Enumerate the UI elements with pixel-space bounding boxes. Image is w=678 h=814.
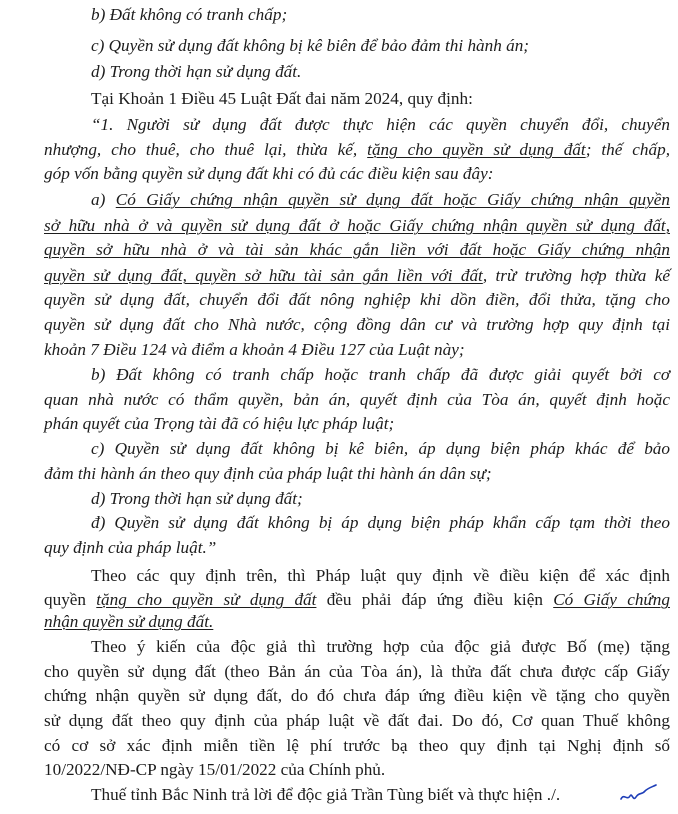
clause-b-line-3: phán quyết của Trọng tài đã có hiệu lực pháp luật; — [44, 414, 395, 433]
clause-a-line-6: quyền sử dụng đất cho Nhà nước, cộng đồng dân cư và trường hợp quy định tại — [44, 315, 670, 334]
closing-line: Thuế tỉnh Bắc Ninh trả lời để độc giả Trần Tùng biết và thực hiện ./. — [91, 785, 561, 804]
underlined-certificate-1: Có Giấy chứng nhận quyền sử dụng đất hoặc Giấy chứng nhận quyền — [115, 190, 670, 209]
opinion-line-1: Theo ý kiến của độc giả thì trường hợp của độc giả được Bố (mẹ) tặng — [91, 637, 670, 656]
clause-b-line-1: b) Đất không có tranh chấp hoặc tranh chấp đã được giải quyết bởi cơ — [91, 365, 670, 384]
conclusion-line-3: nhận quyền sử dụng đất. — [44, 612, 214, 631]
opinion-line-6: 10/2022/NĐ-CP ngày 15/01/2022 của Chính phủ. — [44, 760, 386, 779]
clause-c-line-2: đảm thi hành án theo quy định của pháp luật thi hành án dân sự; — [44, 464, 492, 483]
clause-a-line-1: a) Có Giấy chứng nhận quyền sử dụng đất hoặc Giấy chứng nhận quyền — [91, 190, 670, 209]
clause-d-short: d) Trong thời hạn sử dụng đất. — [91, 62, 302, 81]
signature-mark — [618, 783, 658, 807]
clause-a-line-5: quyền sử dụng đất, chuyển đổi đất nông nghiệp khi dồn điền, đổi thửa, tặng cho — [44, 290, 670, 309]
clause-c-short: c) Quyền sử dụng đất không bị kê biên để bảo đảm thi hành án; — [91, 36, 530, 55]
opinion-line-2: cho quyền sử dụng đất (theo Bản án của Tòa án), là thửa đất chưa được cấp Giấy — [44, 662, 670, 681]
clause-a-line-4: quyền sử dụng đất, quyền sở hữu tài sản gắn liền với đất, trừ trường hợp thừa kế — [44, 266, 670, 285]
clause-a-line-3: quyền sở hữu nhà ở và tài sản khác gắn liền với đất hoặc Giấy chứng nhận — [44, 240, 670, 259]
quote-line-3: góp vốn bằng quyền sử dụng đất khi có đủ các điều kiện sau đây: — [44, 164, 494, 183]
opinion-line-5: có cơ sở xác định miễn tiền lệ phí trước bạ theo quy định tại Nghị định số — [44, 736, 670, 755]
quote-line-2: nhượng, cho thuê, cho thuê lại, thừa kế, tặng cho quyền sử dụng đất; thế chấp, — [44, 140, 670, 159]
underlined-gift-right: tặng cho quyền sử dụng đất — [367, 140, 586, 159]
clause-dd-line-1: đ) Quyền sử dụng đất không bị áp dụng biện pháp khẩn cấp tạm thời theo — [91, 513, 670, 532]
underlined-certificate-2: quyền sử dụng đất, quyền sở hữu tài sản gắn liền với đất — [44, 266, 483, 285]
law-reference-heading: Tại Khoản 1 Điều 45 Luật Đất đai năm 2024, quy định: — [91, 89, 473, 108]
clause-a-line-2: sở hữu nhà ở và quyền sử dụng đất ở hoặc Giấy chứng nhận quyền sử dụng đất, — [44, 216, 670, 235]
opinion-line-4: sử dụng đất theo quy định của pháp luật về đất đai. Do đó, Cơ quan Thuế không — [44, 711, 670, 730]
conclusion-line-1: Theo các quy định trên, thì Pháp luật quy định về điều kiện để xác định — [91, 566, 670, 585]
underlined-gift-right-2: tặng cho quyền sử dụng đất — [96, 590, 317, 609]
clause-d-line: d) Trong thời hạn sử dụng đất; — [91, 489, 303, 508]
quote-line-1: “1. Người sử dụng đất được thực hiện các quyền chuyển đổi, chuyển — [91, 115, 670, 134]
clause-b-short: b) Đất không có tranh chấp; — [91, 5, 288, 24]
clause-c-line-1: c) Quyền sử dụng đất không bị kê biên, áp dụng biện pháp khác để bảo — [91, 439, 670, 458]
underlined-certificate-3: Có Giấy chứng — [553, 590, 670, 609]
clause-dd-line-2: quy định của pháp luật.” — [44, 538, 217, 557]
clause-b-line-2: quan nhà nước có thẩm quyền, bản án, quyết định của Tòa án, quyết định hoặc — [44, 390, 670, 409]
clause-a-line-7: khoản 7 Điều 124 và điểm a khoản 4 Điều 127 của Luật này; — [44, 340, 465, 359]
opinion-line-3: chứng nhận quyền sử dụng đất, do đó chưa đáp ứng điều kiện về tặng cho quyền — [44, 686, 670, 705]
conclusion-line-2: quyền tặng cho quyền sử dụng đất đều phải đáp ứng điều kiện Có Giấy chứng — [44, 590, 670, 609]
